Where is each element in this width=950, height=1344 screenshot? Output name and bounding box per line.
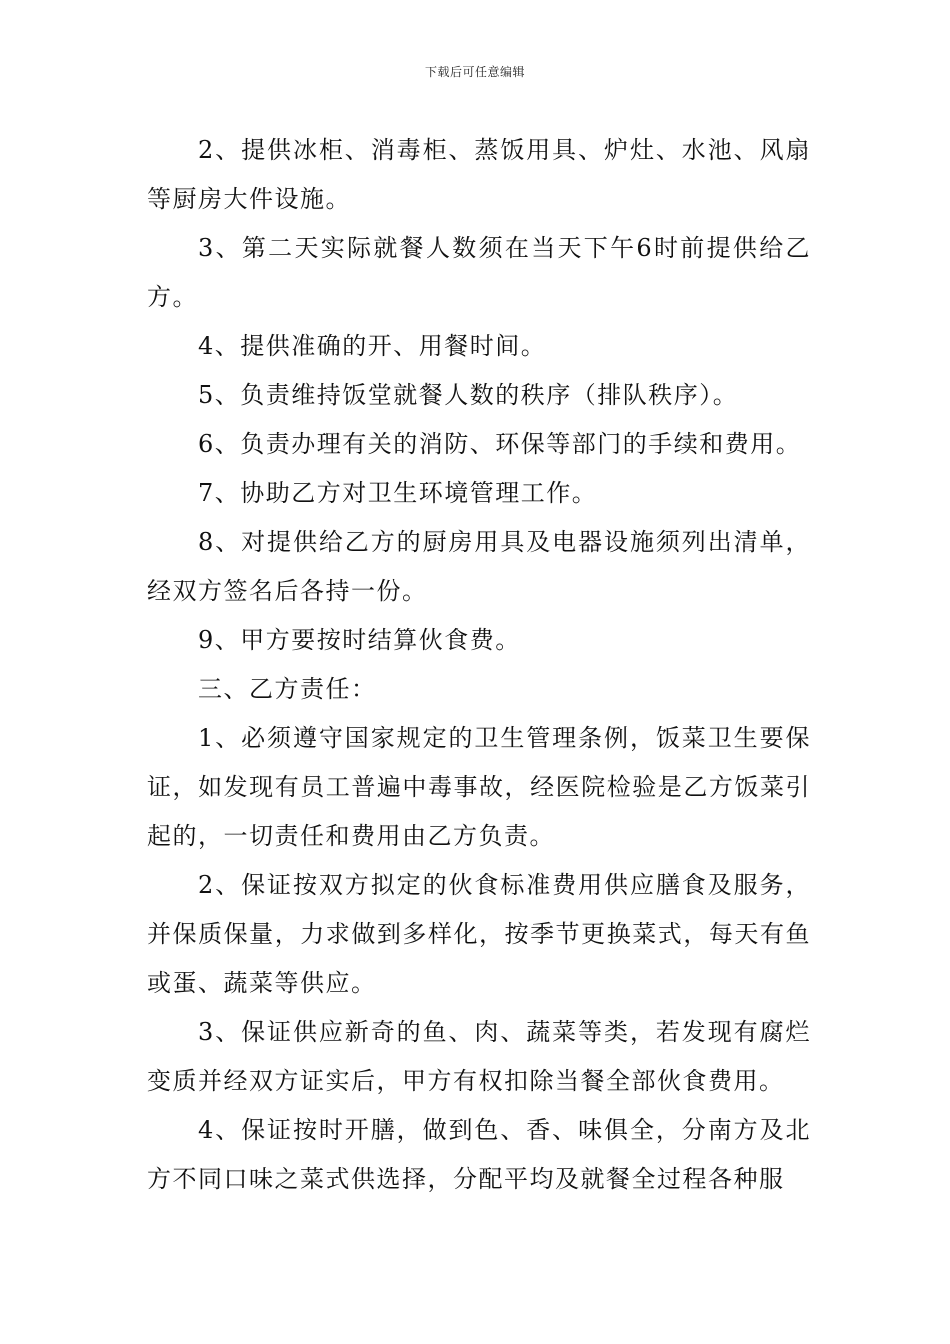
paragraph-b-item-4-punctuality: 4、保证按时开膳，做到色、香、味俱全，分南方及北方不同口味之菜式供选择，分配平均及就餐全过程各种服	[147, 1116, 811, 1193]
paragraph-item-3-diner-count: 3、第二天实际就餐人数须在当天下午6时前提供给乙方。	[147, 234, 811, 311]
paragraph-item-7-hygiene-assist: 7、协助乙方对卫生环境管理工作。	[198, 479, 598, 507]
paragraph-item-5-order: 5、负责维持饭堂就餐人数的秩序（排队秩序）。	[198, 381, 739, 409]
paragraph-item-4-meal-time: 4、提供准确的开、用餐时间。	[198, 332, 547, 360]
paragraph-item-8-equipment-list: 8、对提供给乙方的厨房用具及电器设施须列出清单，经双方签名后各持一份。	[147, 528, 811, 605]
section-heading-party-b-duties: 三、乙方责任：	[198, 675, 377, 703]
paragraph-b-item-1-hygiene: 1、必须遵守国家规定的卫生管理条例，饭菜卫生要保证，如发现有员工普遍中毒事故，经医院检验是乙方饭菜引起的，一切责任和费用由乙方负责。	[147, 724, 811, 850]
paragraph-item-2-provide-facilities: 2、提供冰柜、消毒柜、蒸饭用具、炉灶、水池、风扇等厨房大件设施。	[147, 136, 811, 213]
paragraph-item-6-procedures: 6、负责办理有关的消防、环保等部门的手续和费用。	[198, 430, 802, 458]
paragraph-b-item-3-freshness: 3、保证供应新奇的鱼、肉、蔬菜等类，若发现有腐烂变质并经双方证实后，甲方有权扣除当餐全部伙食费用。	[147, 1018, 811, 1095]
paragraph-b-item-2-standards: 2、保证按双方拟定的伙食标准费用供应膳食及服务，并保质保量，力求做到多样化，按季节更换菜式，每天有鱼或蛋、蔬菜等供应。	[147, 871, 811, 997]
document-body	[147, 126, 811, 1204]
paragraph-item-9-settle-fees: 9、甲方要按时结算伙食费。	[198, 626, 521, 654]
page-header: 下载后可任意编辑	[424, 65, 525, 79]
